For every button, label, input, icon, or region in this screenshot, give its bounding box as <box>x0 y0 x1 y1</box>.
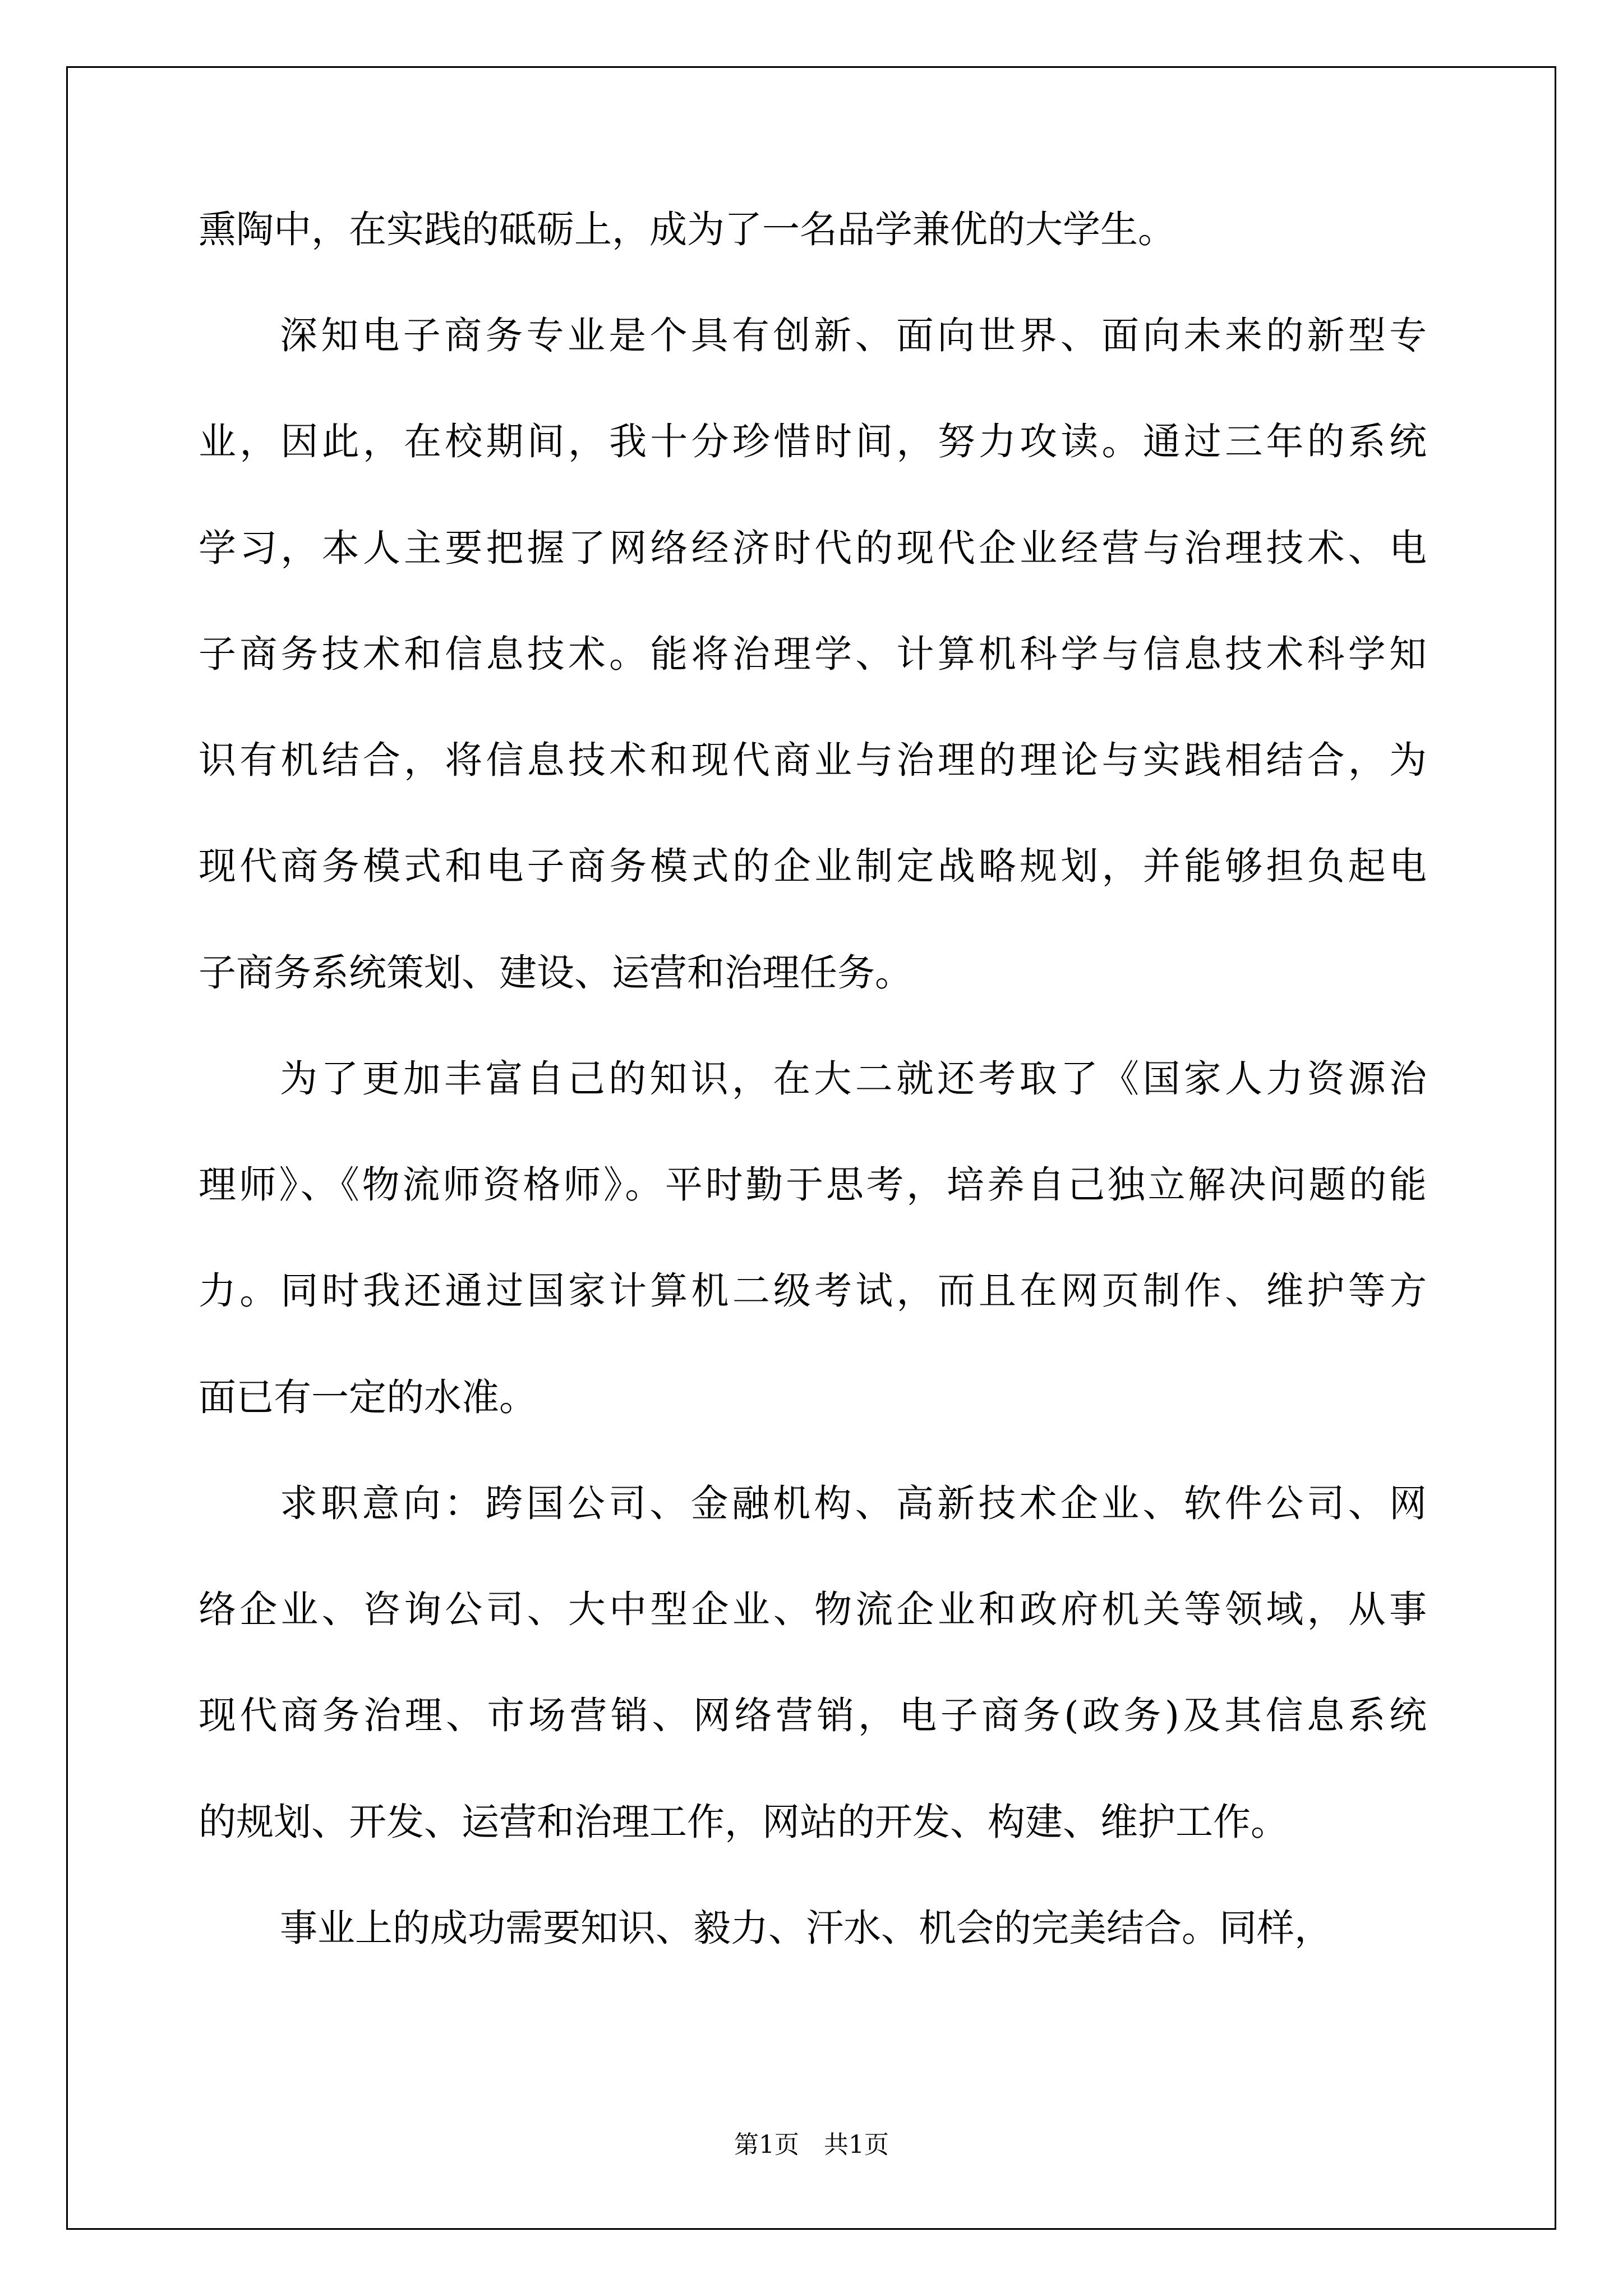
text-line: 现代商务治理、市场营销、网络营销，电子商务(政务)及其信息系统 <box>199 1694 1427 1737</box>
text-line: 络企业、咨询公司、大中型企业、物流企业和政府机关等领域，从事 <box>199 1588 1427 1631</box>
text-line: 深知电子商务专业是个具有创新、面向世界、面向未来的新型专 <box>280 314 1427 357</box>
text-line: 求职意向：跨国公司、金融机构、高新技术企业、软件公司、网 <box>280 1481 1427 1525</box>
text-line: 子商务系统策划、建设、运营和治理任务。 <box>199 951 912 995</box>
text-line: 学习，本人主要把握了网络经济时代的现代企业经营与治理技术、电 <box>199 526 1427 570</box>
text-line: 识有机结合，将信息技术和现代商业与治理的理论与实践相结合，为 <box>199 738 1427 782</box>
text-line: 为了更加丰富自己的知识，在大二就还考取了《国家人力资源治 <box>280 1057 1427 1101</box>
page-number: 第1页 共1页 <box>734 2131 889 2159</box>
text-line: 面已有一定的水准。 <box>199 1375 537 1419</box>
text-line: 现代商务模式和电子商务模式的企业制定战略规划，并能够担负起电 <box>199 844 1427 888</box>
text-line: 的规划、开发、运营和治理工作，网站的开发、构建、维护工作。 <box>199 1800 1288 1844</box>
text-line: 事业上的成功需要知识、毅力、汗水、机会的完美结合。同样， <box>280 1906 1332 1950</box>
text-line: 子商务技术和信息技术。能将治理学、计算机科学与信息技术科学知 <box>199 632 1427 676</box>
text-line: 理师》、《物流师资格师》。平时勤于思考，培养自己独立解决问题的能 <box>199 1163 1427 1207</box>
text-line: 业，因此，在校期间，我十分珍惜时间，努力攻读。通过三年的系统 <box>199 420 1427 463</box>
text-line: 力。同时我还通过国家计算机二级考试，而且在网页制作、维护等方 <box>199 1269 1427 1313</box>
text-line: 熏陶中，在实践的砥砺上，成为了一名品学兼优的大学生。 <box>199 208 1175 251</box>
